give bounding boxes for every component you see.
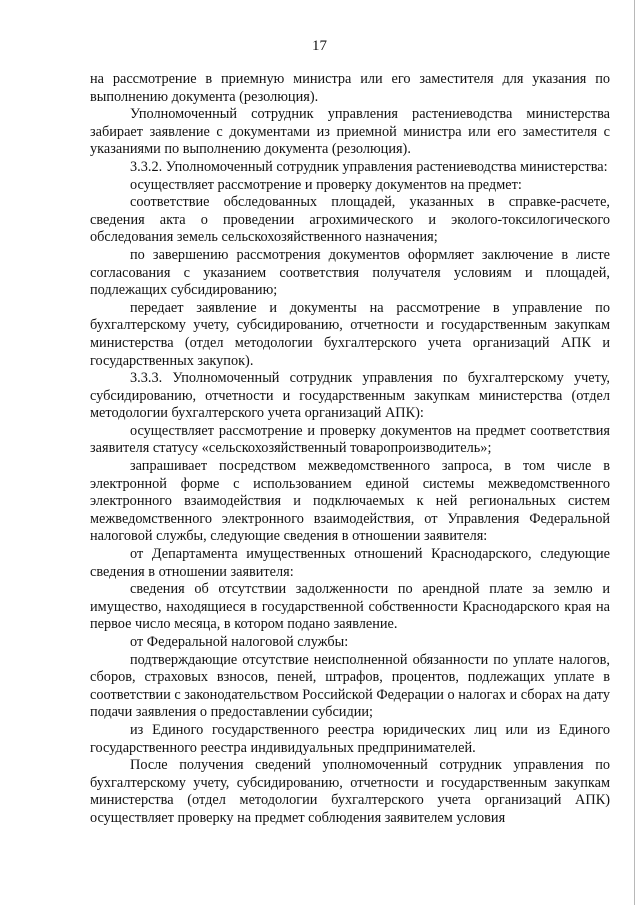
paragraph: После получения сведений уполномоченный сотрудник управления по бухгалтерскому учету, субсидированию, отчетности и государственным закупкам министерства (отдел методологии бухгалтерского учета организаций АПК) осуществляет проверку на предмет соблюдения заявителем условия — [90, 757, 610, 826]
page-number: 17 — [312, 38, 327, 54]
paragraph: от Департамента имущественных отношений Краснодарского, следующие сведения в отношении заявителя: — [90, 546, 610, 580]
paragraph: Уполномоченный сотрудник управления растениеводства министерства забирает заявление с документами из приемной министра или его заместителя с указаниями по выполнению документа (резолюция). — [90, 106, 610, 158]
paragraph: из Единого государственного реестра юридических лиц или из Единого государственного реестра индивидуальных предпринимателей. — [90, 721, 610, 756]
paragraph: осуществляет рассмотрение и проверку документов на предмет: — [130, 176, 522, 193]
paragraph: передает заявление и документы на рассмотрение в управление по бухгалтерскому учету, субсидированию, отчетности и государственным закупкам министерства (отдел методологии бухгалтерского учета организаций АПК и государственных закупок). — [90, 299, 610, 369]
paragraph: подтверждающие отсутствие неисполненной обязанности по уплате налогов, сборов, страховых взносов, пеней, штрафов, процентов, подлежащих уплате в соответствии с законодательством Российской Федерации о налогах и сборах на дату подачи заявления о предоставлении субсидии; — [90, 651, 610, 721]
paragraph: от Федеральной налоговой службы: — [130, 634, 349, 650]
paragraph: по завершению рассмотрения документов оформляет заключение в листе согласования с указанием соответствия получателя условиям и площадей, подлежащих субсидированию; — [90, 246, 610, 299]
paragraph: на рассмотрение в приемную министра или его заместителя для указания по выполнению документа (резолюция). — [90, 71, 610, 105]
paragraph: сведения об отсутствии задолженности по арендной плате за землю и имущество, находящиеся в государственной собственности Краснодарского края на первое число месяца, в котором подано заявление. — [90, 581, 610, 633]
document-body — [90, 71, 610, 828]
paragraph: соответствие обследованных площадей, указанных в справке-расчете, сведения акта о проведении агрохимического и эколого-токсилогического обследования земель сельскохозяйственного назначения; — [90, 194, 610, 246]
paragraph: запрашивает посредством межведомственного запроса, в том числе в электронной форме с использованием единой системы межведомственного электронного взаимодействия и подключаемых к ней региональных систем межведомственного электронного взаимодействия, от Управления Федеральной налоговой службы, следующие сведения в отношении заявителя: — [90, 458, 610, 545]
paragraph: осуществляет рассмотрение и проверку документов на предмет соответствия заявителя статусу «сельскохозяйственный товаропроизводитель»; — [90, 422, 610, 457]
paragraph: 3.3.2. Уполномоченный сотрудник управления растениеводства министерства: — [130, 158, 608, 175]
paragraph: 3.3.3. Уполномоченный сотрудник управления по бухгалтерскому учету, субсидированию, отчетности и государственным закупкам министерства (отдел методологии бухгалтерского учета организаций АПК): — [90, 370, 610, 422]
page-edge-divider — [634, 0, 635, 905]
